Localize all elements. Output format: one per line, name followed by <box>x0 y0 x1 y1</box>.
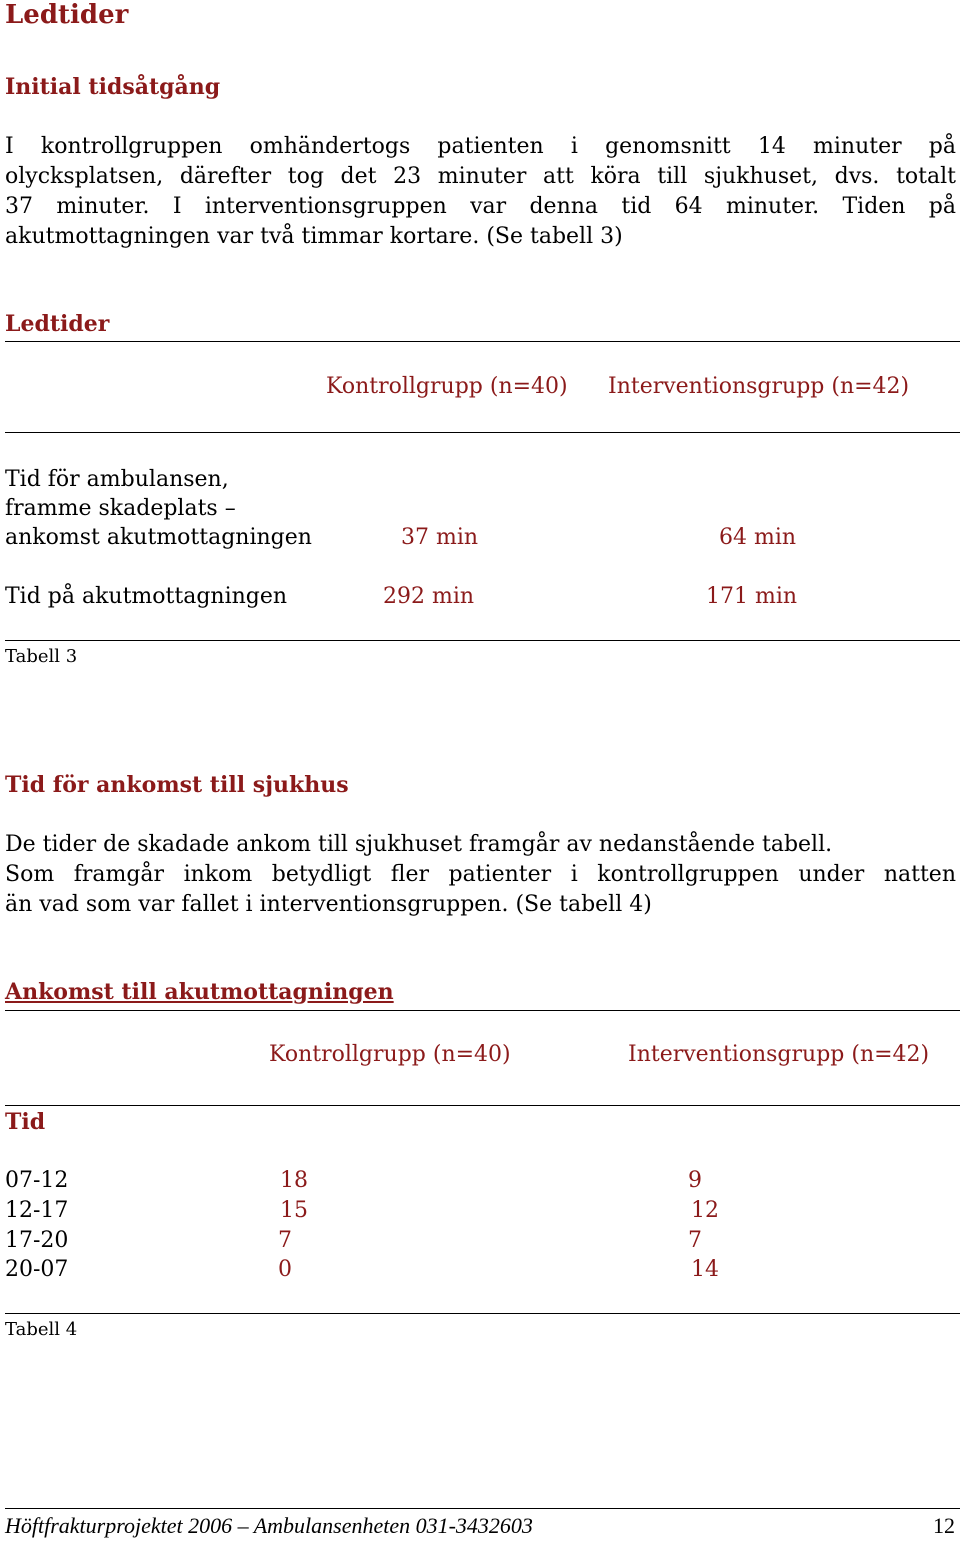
page-number: 12 <box>933 1513 955 1538</box>
table4-row-header: Tid <box>5 1109 46 1135</box>
row-label: framme skadeplats – <box>5 496 236 521</box>
footer-text: Höftfrakturprojektet 2006 – Ambulansenheten 031-3432603 <box>5 1513 533 1538</box>
row-label: Tid på akutmottagningen <box>5 584 288 609</box>
row-value-intervention: 12 <box>691 1198 719 1223</box>
row-value-control: 18 <box>280 1168 308 1193</box>
table4-header-intervention: Interventionsgrupp (n=42) <box>628 1042 930 1067</box>
paragraph-line: Som framgår inkom betydligt fler patienter i kontrollgruppen under natten <box>5 862 956 887</box>
row-value-intervention: 64 min <box>719 525 797 550</box>
row-value-intervention: 9 <box>688 1168 702 1193</box>
paragraph-line: 37 minuter. I interventionsgruppen var denna tid 64 minuter. Tiden på <box>5 194 956 219</box>
row-value-control: 15 <box>280 1198 308 1223</box>
row-value-intervention: 7 <box>688 1228 702 1253</box>
row-time: 17-20 <box>5 1228 69 1253</box>
table3-title: Ledtider <box>5 311 110 337</box>
row-value-control: 292 min <box>383 584 475 609</box>
row-value-control: 37 min <box>401 525 479 550</box>
paragraph-line: De tider de skadade ankom till sjukhuset framgår av nedanstående tabell. <box>5 832 833 857</box>
table3-header-intervention: Interventionsgrupp (n=42) <box>608 374 910 399</box>
row-value-control: 7 <box>278 1228 292 1253</box>
paragraph-line: akutmottagningen var två timmar kortare. (Se tabell 3) <box>5 224 623 249</box>
table4-caption: Tabell 4 <box>5 1319 78 1340</box>
paragraph-line: I kontrollgruppen omhändertogs patienten i genomsnitt 14 minuter på <box>5 134 956 159</box>
row-value-intervention: 14 <box>691 1257 719 1282</box>
table3-bottom-rule <box>5 640 960 641</box>
row-time: 12-17 <box>5 1198 69 1223</box>
row-value-control: 0 <box>278 1257 292 1282</box>
paragraph-line: än vad som var fallet i interventionsgruppen. (Se tabell 4) <box>5 892 652 917</box>
row-label: Tid för ambulansen, <box>5 467 229 492</box>
section-heading-arrival: Tid för ankomst till sjukhus <box>5 772 349 798</box>
table4-header-rule <box>5 1105 960 1106</box>
table4-header-control: Kontrollgrupp (n=40) <box>269 1042 511 1067</box>
table4-title: Ankomst till akutmottagningen <box>5 979 394 1005</box>
table3-top-rule <box>5 341 960 342</box>
row-time: 07-12 <box>5 1168 69 1193</box>
page-title: Ledtider <box>5 0 129 30</box>
paragraph-line: olycksplatsen, därefter tog det 23 minuter att köra till sjukhuset, dvs. totalt <box>5 164 956 189</box>
table4-bottom-rule <box>5 1313 960 1314</box>
row-value-intervention: 171 min <box>706 584 798 609</box>
table3-header-rule <box>5 432 960 433</box>
table4-top-rule <box>5 1010 960 1011</box>
row-time: 20-07 <box>5 1257 69 1282</box>
row-label: ankomst akutmottagningen <box>5 525 312 550</box>
footer-rule <box>5 1508 960 1509</box>
table3-header-control: Kontrollgrupp (n=40) <box>326 374 568 399</box>
section-heading-initial: Initial tidsåtgång <box>5 74 221 100</box>
table3-caption: Tabell 3 <box>5 646 78 667</box>
